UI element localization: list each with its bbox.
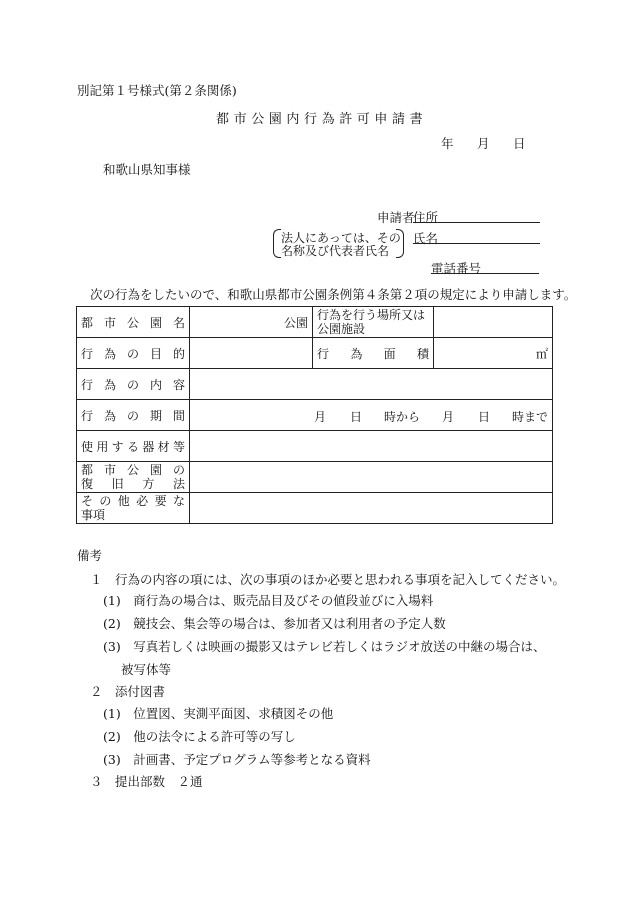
date-year: 年	[441, 136, 454, 151]
note-item-1: １ 行為の内容の項には、次の事項のほか必要と思われる事項を記入してください。	[90, 572, 566, 587]
date-day: 日	[513, 136, 526, 151]
period-start-day: 日	[350, 410, 363, 424]
label-char: 為	[350, 346, 363, 361]
content-field[interactable]	[190, 369, 553, 400]
label-char: る	[126, 439, 139, 454]
label-char: 必	[136, 494, 149, 508]
table-row	[77, 400, 553, 431]
period-start-month: 月	[314, 410, 327, 424]
corp-note-line1: 法人にあっては、その	[281, 231, 401, 245]
address-field[interactable]	[413, 208, 540, 223]
label-char: の	[126, 377, 139, 392]
place-label-line2: 公園施設	[317, 322, 366, 336]
area-label-cell	[313, 338, 434, 369]
other-label-cell	[77, 493, 190, 524]
restore-label-line2	[81, 477, 185, 491]
label-char: 材	[157, 439, 170, 454]
note-item-3: ３ 提出部数 ２通	[90, 774, 203, 789]
note-item-1-sub-1: (1) 商行為の場合は、販売品目及びその値段並びに入場料	[103, 593, 434, 608]
table-row	[77, 307, 553, 338]
label-char: 為	[103, 377, 116, 392]
label-char: な	[172, 494, 185, 508]
park-name-label	[81, 314, 185, 331]
address-label: 住所	[413, 210, 439, 225]
name-label: 氏名	[413, 231, 439, 246]
addressee: 和歌山県知事様	[103, 162, 191, 177]
note-item-1-sub-2: (2) 競技会、集会等の場合は、参加者又は利用者の予定人数	[103, 616, 446, 631]
corp-note-line2: 名称及び代表者氏名	[281, 244, 390, 258]
label-char: 面	[383, 346, 396, 361]
label-char: 的	[172, 346, 185, 361]
form-number-label: 別記第１号様式(第２条関係)	[77, 83, 237, 98]
other-field[interactable]	[190, 493, 553, 524]
equipment-field[interactable]	[190, 431, 553, 462]
place-field[interactable]	[434, 307, 553, 338]
other-label-line1	[81, 494, 185, 508]
area-field[interactable]	[434, 338, 553, 369]
label-char: 行	[81, 346, 94, 361]
area-unit: ㎡	[535, 346, 548, 361]
label-char: 器	[142, 439, 155, 454]
label-char: 行	[317, 346, 330, 361]
table-row	[77, 431, 553, 462]
label-char: 園	[149, 315, 162, 330]
date-month: 月	[477, 136, 490, 151]
note-item-2-sub-2: (2) 他の法令による許可等の写し	[103, 729, 296, 744]
note-item-1-sub-3: (3) 写真若しくは映画の撮影又はテレビ若しくはラジオ放送の中継の場合は、	[103, 639, 546, 654]
content-label	[81, 376, 185, 393]
label-char: そ	[81, 494, 94, 508]
period-end-time: 時まで	[512, 410, 549, 424]
label-char: 使	[81, 439, 94, 454]
period-label-cell	[77, 400, 190, 431]
place-label-line1: 行為を行う場所又は	[317, 308, 426, 322]
period-start-time: 時から	[384, 410, 421, 424]
label-char: 積	[416, 346, 429, 361]
period-end-month: 月	[442, 410, 455, 424]
table-row	[77, 369, 553, 400]
other-label-line2: 事項	[81, 508, 106, 522]
place-label-cell	[313, 307, 434, 338]
equipment-label-cell	[77, 431, 190, 462]
note-item-2-sub-3: (3) 計画書、予定プログラム等参考となる資料	[103, 752, 371, 767]
purpose-label	[81, 345, 185, 362]
park-name-field[interactable]	[190, 307, 313, 338]
park-name-label-cell	[77, 307, 190, 338]
label-char: 容	[172, 377, 185, 392]
note-item-2-sub-1: (1) 位置図、実測平面図、求積図その他	[103, 706, 334, 721]
label-char: 旧	[111, 477, 124, 491]
label-char: 間	[172, 408, 185, 423]
label-char: 他	[117, 494, 130, 508]
label-char: の	[172, 463, 185, 477]
period-field[interactable]	[190, 400, 553, 431]
label-char: 市	[103, 315, 116, 330]
label-char: 名	[172, 315, 185, 330]
note-item-2: ２ 添付図書	[90, 684, 166, 699]
label-char: 公	[126, 463, 139, 477]
label-char: 期	[149, 408, 162, 423]
application-table	[76, 306, 553, 524]
purpose-label-cell	[77, 338, 190, 369]
label-char: 内	[149, 377, 162, 392]
equipment-label	[81, 438, 185, 455]
period-parts	[194, 408, 548, 422]
label-char: 園	[149, 463, 162, 477]
applicant-prefix: 申請者	[377, 210, 415, 225]
label-char: 法	[172, 477, 185, 491]
label-char: す	[111, 439, 124, 454]
restore-label-cell	[77, 462, 190, 493]
bracket-right	[396, 229, 404, 258]
content-label-cell	[77, 369, 190, 400]
period-label	[81, 407, 185, 424]
phone-field[interactable]	[431, 259, 539, 274]
label-char: 都	[81, 463, 94, 477]
label-char: 復	[81, 477, 94, 491]
bracket-left	[273, 229, 281, 258]
label-char: 等	[172, 439, 185, 454]
period-end-day: 日	[478, 410, 491, 424]
label-char: 行	[81, 377, 94, 392]
park-suffix: 公園	[283, 315, 308, 330]
table-row	[77, 462, 553, 493]
label-char: 為	[103, 408, 116, 423]
purpose-field[interactable]	[190, 338, 313, 369]
table-row	[77, 338, 553, 369]
label-char: 公	[126, 315, 139, 330]
notes-heading: 備考	[77, 548, 103, 563]
name-field[interactable]	[413, 229, 540, 244]
label-char: 用	[96, 439, 109, 454]
table-row	[77, 493, 553, 524]
phone-label: 電話番号	[431, 261, 482, 276]
label-char: の	[126, 346, 139, 361]
area-label	[317, 345, 429, 362]
restore-label-line1	[81, 463, 185, 477]
label-char: 目	[149, 346, 162, 361]
label-char: の	[126, 408, 139, 423]
label-char: 都	[81, 315, 94, 330]
label-char: 方	[142, 477, 155, 491]
document-title: 都市公園内行為許可申請書	[216, 112, 428, 127]
label-char: 市	[103, 463, 116, 477]
note-item-1-sub-3-cont: 被写体等	[121, 662, 172, 677]
application-statement: 次の行為をしたいので、和歌山県都市公園条例第４条第２項の規定により申請します。	[90, 287, 577, 302]
label-char: の	[99, 494, 112, 508]
label-char: 行	[81, 408, 94, 423]
label-char: 要	[154, 494, 167, 508]
restore-field[interactable]	[190, 462, 553, 493]
label-char: 為	[103, 346, 116, 361]
